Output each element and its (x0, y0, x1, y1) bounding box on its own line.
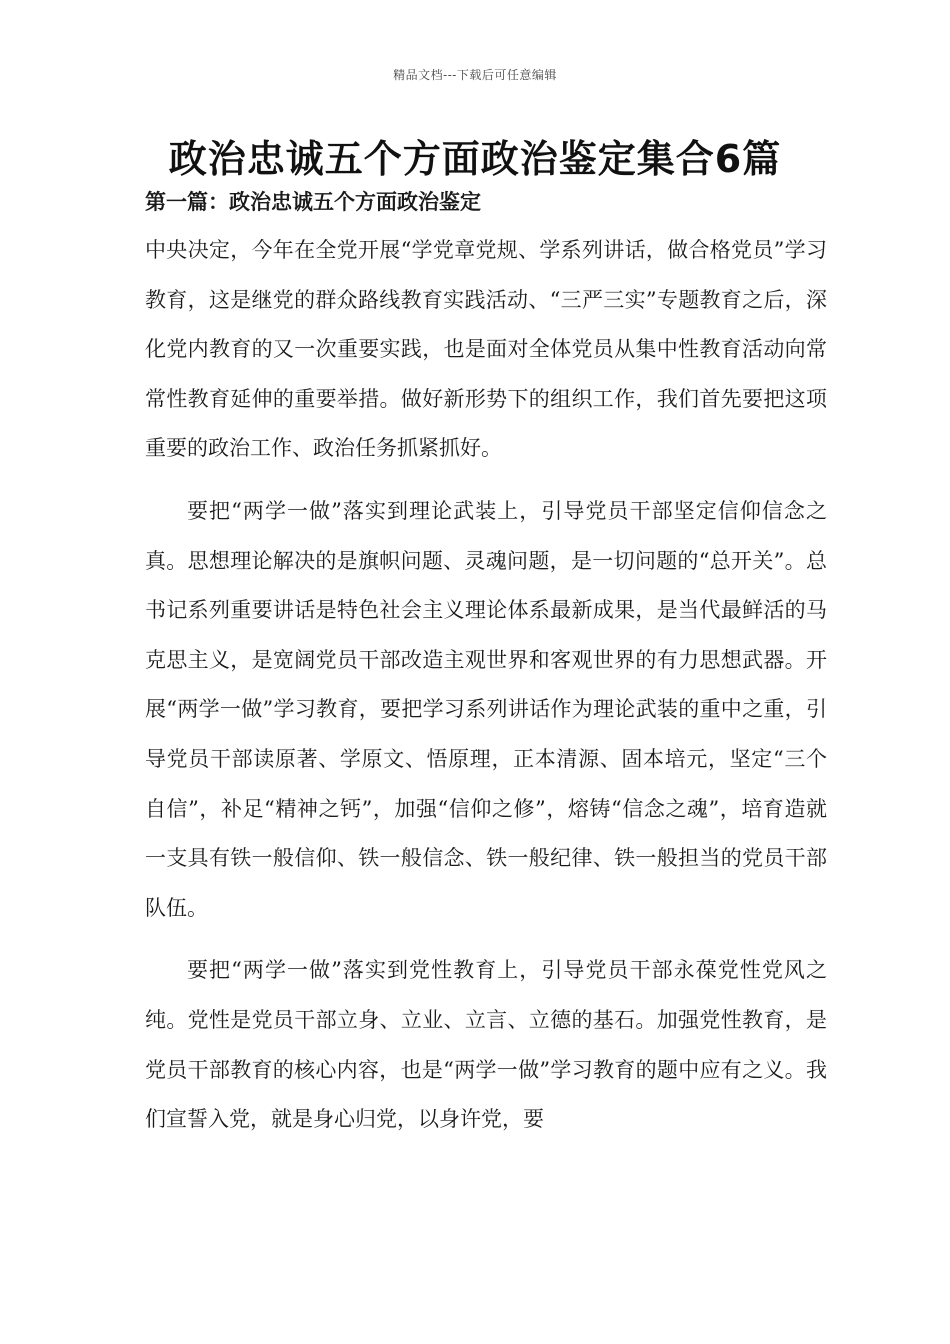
section-heading: 第一篇：政治忠诚五个方面政治鉴定 (145, 189, 481, 214)
header-note: 精品文档---下载后可任意编辑 (393, 68, 557, 82)
document-title: 政治忠诚五个方面政治鉴定集合6篇 (168, 137, 782, 181)
paragraph-3: 要把“两学一做”落实到党性教育上，引导党员干部永葆党性党风之纯。党性是党员干部立身、立业、立言、立德的基石。加强党性教育，是党员干部教育的核心内容，也是“两学一做”学习教育的题中应有之义。我们宣誓入党，就是身心归党，以身许党，要 (145, 958, 827, 1132)
body-text (145, 226, 827, 1158)
paragraph-2: 要把“两学一做”落实到理论武装上，引导党员干部坚定信仰信念之真。思想理论解决的是旗帜问题、灵魂问题，是一切问题的“总开关”。总书记系列重要讲话是特色社会主义理论体系最新成果，是当代最鲜活的马克思主义，是宽阔党员干部改造主观世界和客观世界的有力思想武器。开展“两学一做”学习教育，要把学习系列讲话作为理论武装的重中之重，引导党员干部读原著、学原文、悟原理，正本清源、固本培元，坚定“三个自信”，补足“精神之钙”，加强“信仰之修”，熔铸“信念之魂”，培育造就一支具有铁一般信仰、铁一般信念、铁一般纪律、铁一般担当的党员干部队伍。 (145, 498, 827, 920)
paragraph-1: 中央决定，今年在全党开展“学党章党规、学系列讲话，做合格党员”学习教育，这是继党的群众路线教育实践活动、“三严三实”专题教育之后，深化党内教育的又一次重要实践，也是面对全体党员从集中性教育活动向常常性教育延伸的重要举措。做好新形势下的组织工作，我们首先要把这项重要的政治工作、政治任务抓紧抓好。 (145, 238, 827, 461)
